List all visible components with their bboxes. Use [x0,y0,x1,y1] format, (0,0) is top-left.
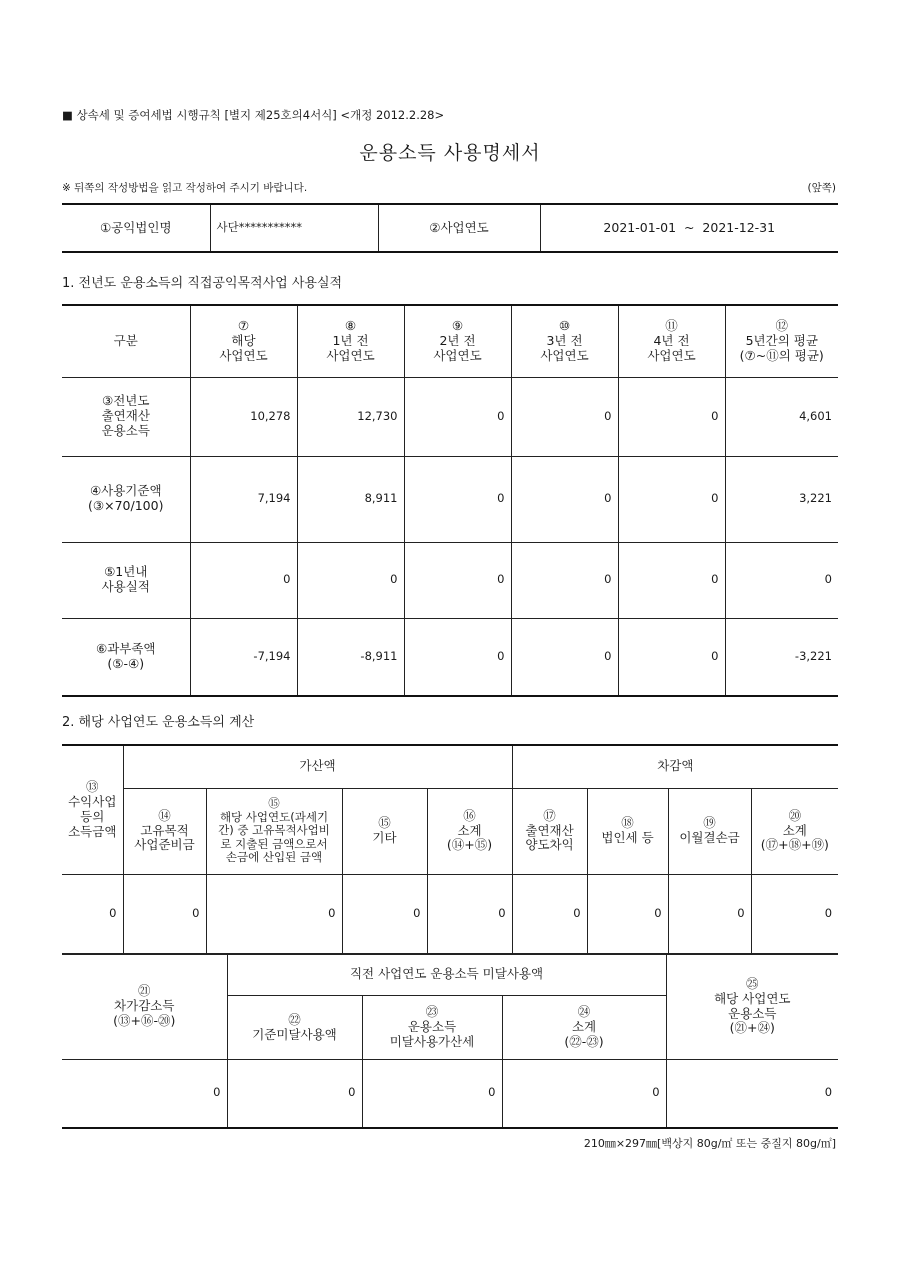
unused-group-header: 직전 사업연도 운용소득 미달사용액 [227,954,666,996]
cell-value: 0 [227,1060,362,1128]
sub-group-header: 차감액 [512,745,838,788]
other-header: ⑮ 기타 [342,788,427,874]
cell-value: 0 [512,874,587,954]
cell-value: 0 [342,874,427,954]
table-row [62,377,838,456]
cell-value: 0 [511,542,618,618]
cell-value: 0 [62,874,123,954]
cell-value: 10,278 [190,377,297,456]
corp-tax-header: ⑱ 법인세 등 [587,788,668,874]
cell-value: -3,221 [725,618,838,696]
col-header-1y: ⑧ 1년 전 사업연도 [297,305,404,377]
transfer-gain-header: ⑰ 출연재산 양도차익 [512,788,587,874]
page-title: 운용소득 사용명세서 [359,142,541,164]
col-header-avg: ⑫ 5년간의 평균 (⑦~⑪의 평균) [725,305,838,377]
section2-table [62,744,838,955]
category-header: 구분 [62,305,190,377]
fiscal-year-value: 2021-01-01 ~ 2021-12-31 [540,204,838,252]
table-row [62,1060,838,1128]
cell-value: 0 [587,874,668,954]
col-header-4y: ⑪ 4년 전 사업연도 [618,305,725,377]
page-side-label: (앞쪽) [807,182,836,194]
cell-value: 0 [502,1060,666,1128]
cell-value: 3,221 [725,456,838,542]
instruction-note: ※ 뒤쪽의 작성방법을 읽고 작성하여 주시기 바랍니다. [62,182,308,194]
section2-title: 2. 해당 사업연도 운용소득의 계산 [62,715,255,730]
table-row [62,542,838,618]
table-row [62,618,838,696]
cell-value: -8,911 [297,618,404,696]
row-label: ③전년도 출연재산 운용소득 [62,377,190,456]
cell-value: 0 [404,456,511,542]
row-label: ④사용기준액 (③×70/100) [62,456,190,542]
corp-name-label: ①공익법인명 [62,204,210,252]
unused-subtotal-header: ㉔ 소계 (㉒-㉓) [502,996,666,1060]
penalty-header: ㉓ 운용소득 미달사용가산세 [362,996,502,1060]
cell-value: 12,730 [297,377,404,456]
col-header-2y: ⑨ 2년 전 사업연도 [404,305,511,377]
col-header-current: ⑦ 해당 사업연도 [190,305,297,377]
fiscal-year-label: ②사업연도 [378,204,540,252]
cell-value: 0 [751,874,838,954]
shortfall-header: ㉒ 기준미달사용액 [227,996,362,1060]
sub-subtotal-header: ⑳ 소계 (⑰+⑱+⑲) [751,788,838,874]
cell-value: 0 [618,377,725,456]
cell-value: 0 [404,618,511,696]
corp-name-value: 사단*********** [210,204,378,252]
cell-value: 0 [206,874,342,954]
cell-value: 0 [618,618,725,696]
cell-value: 0 [725,542,838,618]
current-income-header: ㉕ 해당 사업연도 운용소득 (㉑+㉔) [666,954,838,1060]
deduct-income-header: ㉑ 차가감소득 (⑬+⑯-⑳) [62,954,227,1060]
expense-header: ⑮ 해당 사업연도(과세기 간) 중 고유목적사업비 로 지출된 금액으로서 손금에 산입된 금액 [206,788,342,874]
loss-carryover-header: ⑲ 이월결손금 [668,788,751,874]
cell-value: 0 [618,456,725,542]
cell-value: 0 [511,618,618,696]
info-table [62,203,838,253]
cell-value: 0 [190,542,297,618]
cell-value: 7,194 [190,456,297,542]
cell-value: 0 [404,542,511,618]
regulation-header: ■ 상속세 및 증여세법 시행규칙 [별지 제25호의4서식] <개정 2012.2.28> [62,108,445,122]
cell-value: 0 [297,542,404,618]
table-row [62,456,838,542]
income-header: ⑬ 수익사업 등의 소득금액 [62,745,123,874]
paper-spec: 210㎜×297㎜[백상지 80g/㎡ 또는 중질지 80g/㎡] [583,1137,836,1150]
cell-value: 0 [404,377,511,456]
cell-value: 4,601 [725,377,838,456]
add-subtotal-header: ⑯ 소계 (⑭+⑮) [427,788,512,874]
table-row [62,874,838,954]
section2-lower-table [62,953,838,1129]
row-label: ⑤1년내 사용실적 [62,542,190,618]
col-header-3y: ⑩ 3년 전 사업연도 [511,305,618,377]
cell-value: 8,911 [297,456,404,542]
section1-table [62,304,838,697]
cell-value: 0 [62,1060,227,1128]
cell-value: 0 [511,456,618,542]
section1-title: 1. 전년도 운용소득의 직접공익목적사업 사용실적 [62,276,343,291]
row-label: ⑥과부족액 (⑤-④) [62,618,190,696]
cell-value: 0 [123,874,206,954]
cell-value: 0 [666,1060,838,1128]
reserve-header: ⑭ 고유목적 사업준비금 [123,788,206,874]
cell-value: -7,194 [190,618,297,696]
cell-value: 0 [618,542,725,618]
add-group-header: 가산액 [123,745,512,788]
cell-value: 0 [362,1060,502,1128]
cell-value: 0 [511,377,618,456]
cell-value: 0 [427,874,512,954]
cell-value: 0 [668,874,751,954]
